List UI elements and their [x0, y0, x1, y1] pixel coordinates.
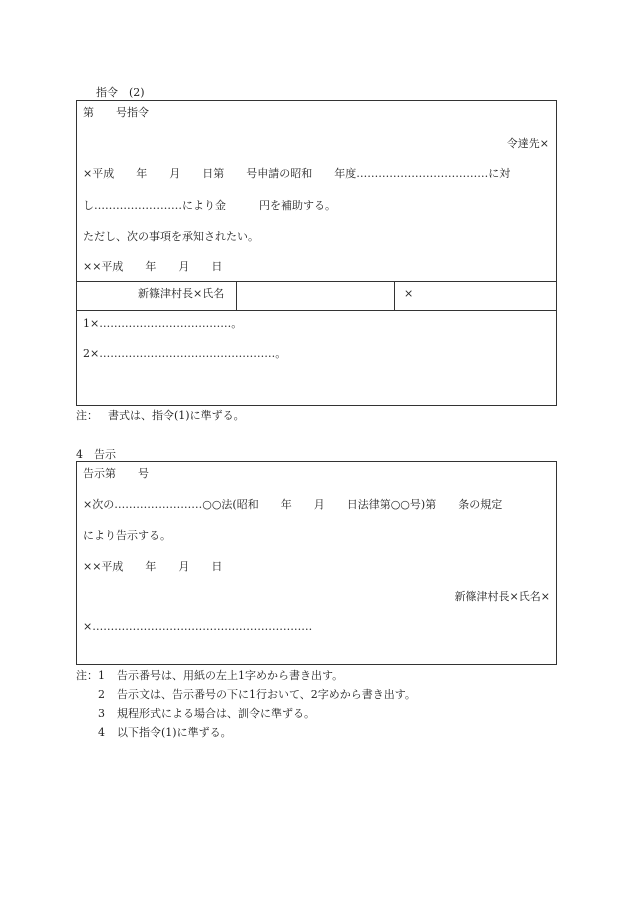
note-text: 告示文は、告示番号の下に1行おいて、2字めから書き出す。: [117, 688, 416, 701]
body-line: ただし、次の事項を承知されたい。: [83, 230, 259, 243]
notes-label: 注：: [76, 669, 98, 682]
date-line: ××平成 年 月 日: [83, 260, 223, 273]
body-line: ×平成 年 月 日第 号申請の昭和 年度………………………………に対: [83, 167, 511, 180]
note-number: 4: [98, 726, 105, 739]
body-line: ×次の……………………○○法(昭和 年 月 日法律第○○号)第 条の規定: [83, 498, 503, 511]
note-number: 3: [98, 707, 105, 720]
recipient-label: 令達先×: [506, 137, 549, 150]
section2-heading: 4 告示: [76, 448, 116, 461]
note-text: 規程形式による場合は、訓令に準ずる。: [117, 707, 315, 720]
note-text: 告示番号は、用紙の左上1字めから書き出す。: [117, 669, 344, 682]
directive-number: 第 号指令: [83, 106, 149, 119]
divider-line: [76, 281, 557, 282]
note-text: 以下指令(1)に準ずる。: [117, 726, 232, 739]
notice-number: 告示第 号: [83, 467, 149, 480]
signer-label: 新篠津村長×氏名: [138, 287, 225, 300]
directive-form-box: [76, 100, 557, 406]
note-number: 2: [98, 688, 105, 701]
divider-line: [394, 281, 395, 310]
signer-line: 新篠津村長×氏名×: [454, 590, 550, 603]
body-line: により告示する。: [83, 529, 171, 542]
condition-item: 1×………………………………。: [83, 317, 243, 330]
body-line: ×……………………………………………………: [83, 620, 313, 633]
note-text: 書式は、指令(1)に準ずる。: [108, 409, 245, 422]
note-label: 注：: [76, 409, 98, 422]
section1-heading: 指令 (2): [96, 86, 145, 99]
divider-line: [76, 310, 557, 311]
signer-mark: ×: [404, 287, 414, 300]
note-number: 1: [98, 669, 105, 682]
condition-item: 2×…………………………………………。: [83, 347, 287, 360]
divider-line: [236, 281, 237, 310]
date-line: ××平成 年 月 日: [83, 560, 223, 573]
body-line: し……………………により金 円を補助する。: [83, 199, 336, 212]
